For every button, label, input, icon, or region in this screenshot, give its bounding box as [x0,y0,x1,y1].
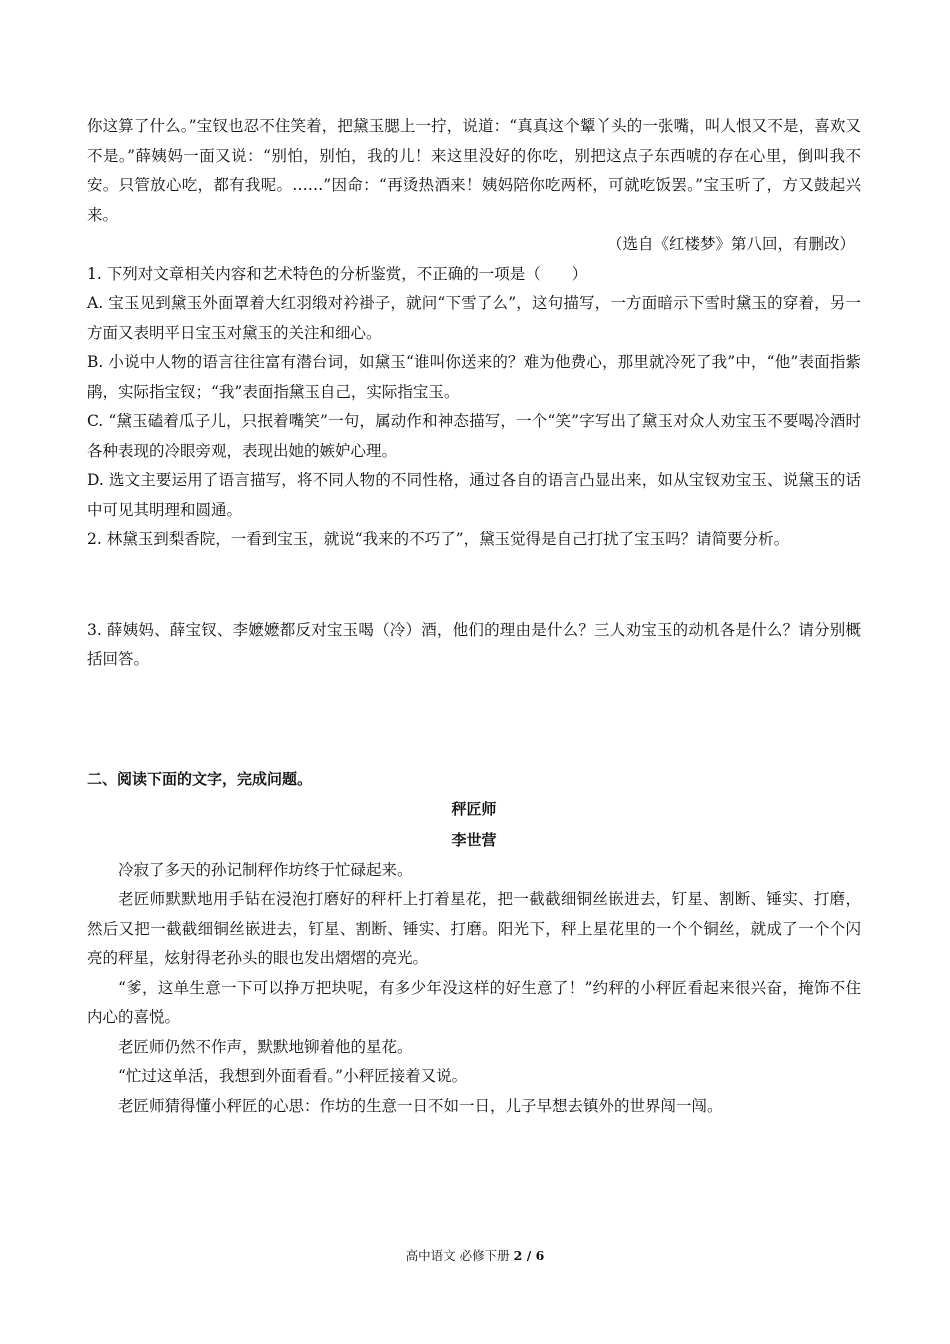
question-3: 3. 薛姨妈、薛宝钗、李嬷嬷都反对宝玉喝（冷）酒，他们的理由是什么？三人劝宝玉的动机各是什么？请分别概括回答。 [87,620,861,668]
question-2: 2. 林黛玉到梨香院，一看到宝玉，就说“我来的不巧了”，黛玉觉得是自己打扰了宝玉吗？请简要分析。 [87,530,790,548]
page-content [87,112,861,1121]
story-paragraph: 老匠师猜得懂小秤匠的心思：作坊的生意一日不如一日，儿子早想去镇外的世界闯一闯。 [118,1096,723,1115]
answer-space [87,555,861,616]
story-paragraph: “忙过这单活，我想到外面看看。”小秤匠接着又说。 [118,1067,468,1085]
footer-label: 高中语文 必修下册 [405,1248,510,1263]
page-number: 2 / 6 [513,1248,545,1263]
page-footer [0,1246,950,1264]
passage-paragraph: 你这算了什么。”宝钗也忍不住笑着，把黛玉腮上一拧，说道：“真真这个颦丫头的一张嘴，叫人恨又不是，喜欢又不是。”薛姨妈一面又说：“别怕，别怕，我的儿！来这里没好的你吃，别把这点子东西唬的存在心里，倒叫我不安。只管放心吃，都有我呢。……”因命：“再烫热酒来！姨妈陪你吃两杯，可就吃饭罢。”宝玉听了，方又鼓起兴来。 [87,117,861,224]
story-title: 秤匠师 [451,799,497,818]
question-1-option-b: B. 小说中人物的语言往往富有潜台词，如黛玉“谁叫你送来的？难为他费心，那里就冷死了我”中，“他”表面指紫鹃，实际指宝钗；“我”表面指黛玉自己，实际指宝玉。 [87,353,861,401]
section-heading: 二、阅读下面的文字，完成问题。 [87,769,313,788]
story-paragraph: “爹，这单生意一下可以挣万把块呢，有多少年没这样的好生意了！”约秤的小秤匠看起来很兴奋，掩饰不住内心的喜悦。 [87,978,861,1026]
passage-source: （选自《红楼梦》第八回，有删改） [606,235,855,253]
question-1-option-a: A. 宝玉见到黛玉外面罩着大红羽缎对衿褂子，就问“下雪了么”，这句描写，一方面暗示下雪时黛玉的穿着，另一方面又表明平日宝玉对黛玉的关注和细心。 [87,294,861,342]
answer-space [87,675,861,765]
story-paragraph: 冷寂了多天的孙记制秤作坊终于忙碌起来。 [118,860,413,879]
story-paragraph: 老匠师默默地用手钻在浸泡打磨好的秤杆上打着星花，把一截截细铜丝嵌进去，钉星、割断、锤实、打磨，然后又把一截截细铜丝嵌进去，钉星、割断、锤实、打磨。阳光下，秤上星花里的一个个铜丝，就成了一个个闪亮的秤星，炫射得老孙头的眼也发出熠熠的亮光。 [87,890,861,967]
question-1-option-c: C. “黛玉磕着瓜子儿，只抿着嘴笑”一句，属动作和神态描写，一个“笑”字写出了黛玉对众人劝宝玉不要喝冷酒时各种表现的冷眼旁观，表现出她的嫉妒心理。 [87,412,861,460]
question-1-stem: 1. 下列对文章相关内容和艺术特色的分析鉴赏，不正确的一项是（ ） [87,264,588,283]
story-author: 李世营 [451,830,497,849]
story-paragraph: 老匠师仍然不作声，默默地铆着他的星花。 [118,1037,413,1056]
question-1-option-d: D. 选文主要运用了语言描写，将不同人物的不同性格，通过各自的语言凸显出来，如从宝钗劝宝玉、说黛玉的话中可见其明理和圆通。 [87,471,861,519]
